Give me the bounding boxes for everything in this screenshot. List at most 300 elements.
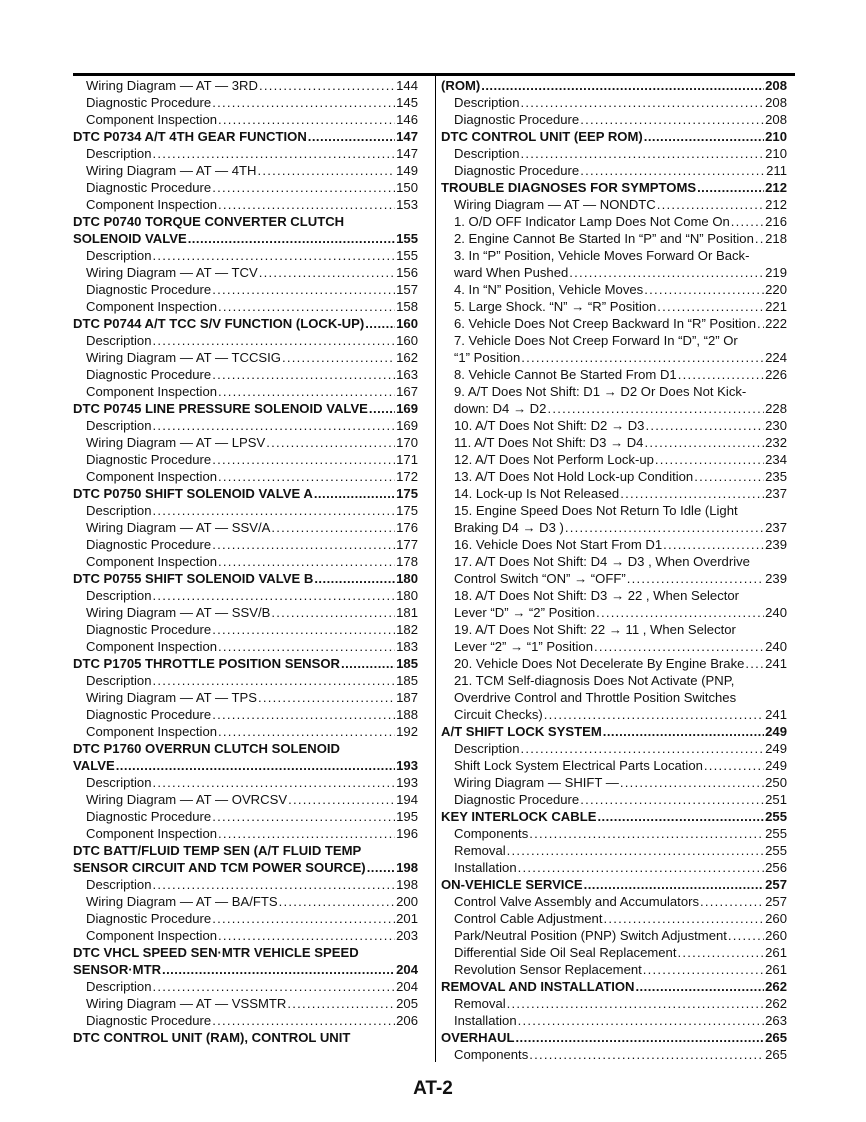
dot-leader: [644, 281, 764, 298]
toc-entry[interactable]: [73, 145, 418, 162]
toc-entry[interactable]: [73, 587, 418, 604]
toc-page-number: 203: [396, 928, 418, 943]
toc-entry[interactable]: [73, 621, 418, 638]
toc-entry-title: Control Valve Assembly and Accumulators: [454, 894, 700, 909]
toc-entry-title: Diagnostic Procedure: [86, 282, 212, 297]
toc-entry[interactable]: [441, 111, 787, 128]
toc-entry[interactable]: [441, 400, 787, 417]
toc-entry-title: Description: [86, 673, 152, 688]
dot-leader: [655, 451, 764, 468]
toc-entry[interactable]: [73, 893, 418, 910]
toc-entry-title: Diagnostic Procedure: [86, 911, 212, 926]
toc-page-number: 224: [765, 350, 787, 365]
toc-entry[interactable]: [73, 689, 418, 706]
toc-entry-title: Diagnostic Procedure: [86, 452, 212, 467]
toc-entry-title: TROUBLE DIAGNOSES FOR SYMPTOMS: [441, 180, 697, 195]
dot-leader: [603, 910, 764, 927]
toc-entry[interactable]: [441, 825, 787, 842]
dot-leader: [116, 757, 395, 774]
toc-entry-title: 17. A/T Does Not Shift: D4 → D3 , When Overdrive: [454, 554, 750, 569]
toc-entry[interactable]: [441, 638, 787, 655]
toc-entry[interactable]: [441, 213, 787, 230]
toc-page-number: 169: [396, 418, 418, 433]
toc-entry[interactable]: [73, 247, 418, 264]
toc-entry-title: Wiring Diagram — AT — TCCSIG: [86, 350, 281, 365]
toc-entry[interactable]: [73, 111, 418, 128]
toc-entry[interactable]: [441, 417, 787, 434]
toc-section-heading[interactable]: [441, 179, 787, 196]
toc-entry-title: Description: [86, 418, 152, 433]
toc-entry-title: Wiring Diagram — AT — 4TH: [86, 163, 257, 178]
toc-entry[interactable]: [73, 94, 418, 111]
toc-entry-title: 18. A/T Does Not Shift: D3 → 22 , When Selector: [454, 588, 740, 603]
toc-entry[interactable]: [73, 281, 418, 298]
toc-section-heading[interactable]: [73, 859, 418, 876]
toc-entry-title: 12. A/T Does Not Perform Lock-up: [454, 452, 654, 467]
toc-entry[interactable]: [441, 247, 787, 264]
toc-entry-title: ward When Pushed: [454, 265, 569, 280]
toc-entry-title: DTC VHCL SPEED SEN·MTR VEHICLE SPEED: [73, 945, 359, 960]
toc-entry-title: DTC P0740 TORQUE CONVERTER CLUTCH: [73, 214, 345, 229]
toc-entry-title: Wiring Diagram — AT — SSV/B: [86, 605, 271, 620]
dot-leader: [212, 179, 395, 196]
toc-entry[interactable]: [441, 689, 787, 706]
toc-entry[interactable]: [441, 145, 787, 162]
toc-page-number: 222: [765, 316, 787, 331]
toc-section-heading[interactable]: [441, 876, 787, 893]
toc-entry-title: Lever “D” → “2” Position: [454, 605, 596, 620]
toc-entry[interactable]: [441, 859, 787, 876]
toc-section-heading[interactable]: [73, 400, 418, 417]
toc-entry-title: Description: [86, 333, 152, 348]
dot-leader: [212, 281, 395, 298]
dot-leader: [218, 553, 395, 570]
toc-entry[interactable]: [441, 196, 787, 213]
toc-page-number: 257: [765, 877, 787, 892]
toc-entry-title: Diagnostic Procedure: [86, 95, 212, 110]
toc-entry[interactable]: [441, 621, 787, 638]
dot-leader: [645, 417, 764, 434]
toc-entry[interactable]: [73, 468, 418, 485]
toc-page-number: 146: [396, 112, 418, 127]
dot-leader: [258, 689, 395, 706]
toc-entry[interactable]: [441, 774, 787, 791]
toc-entry-title: down: D4 → D2: [454, 401, 547, 416]
toc-page-number: 196: [396, 826, 418, 841]
toc-entry[interactable]: [73, 927, 418, 944]
toc-section-heading[interactable]: [73, 961, 418, 978]
dot-leader: [521, 740, 765, 757]
dot-leader: [218, 111, 395, 128]
toc-entry-title: Description: [86, 503, 152, 518]
dot-leader: [271, 519, 395, 536]
dot-leader: [657, 196, 764, 213]
toc-section-heading[interactable]: [73, 315, 418, 332]
dot-leader: [677, 944, 764, 961]
toc-page-number: 210: [765, 129, 787, 144]
toc-entry-title: Control Switch “ON” → “OFF”: [454, 571, 626, 586]
toc-entry-title: 4. In “N” Position, Vehicle Moves: [454, 282, 644, 297]
dot-leader: [162, 961, 395, 978]
dot-leader: [259, 264, 395, 281]
dot-leader: [153, 247, 396, 264]
toc-entry[interactable]: [73, 825, 418, 842]
toc-page-number: 198: [396, 877, 418, 892]
toc-section-heading[interactable]: [73, 1029, 418, 1046]
dot-leader: [521, 349, 764, 366]
toc-entry[interactable]: [73, 434, 418, 451]
toc-entry[interactable]: [441, 1012, 787, 1029]
toc-entry-title: Differential Side Oil Seal Replacement: [454, 945, 677, 960]
toc-page-number: 241: [765, 656, 787, 671]
toc-entry[interactable]: [441, 553, 787, 570]
dot-leader: [547, 400, 764, 417]
dot-leader: [521, 145, 765, 162]
toc-page-number: 156: [396, 265, 418, 280]
toc-entry-title: 13. A/T Does Not Hold Lock-up Condition: [454, 469, 694, 484]
toc-entry[interactable]: [73, 349, 418, 366]
toc-entry-title: VALVE: [73, 758, 115, 773]
toc-section-heading[interactable]: [441, 1029, 787, 1046]
toc-entry-title: Diagnostic Procedure: [86, 367, 212, 382]
toc-entry[interactable]: [441, 230, 787, 247]
toc-entry[interactable]: [441, 383, 787, 400]
page-footer-label: AT-2: [413, 1078, 453, 1099]
toc-page-number: 185: [396, 673, 418, 688]
dot-leader: [212, 536, 395, 553]
dot-leader: [212, 1012, 395, 1029]
toc-entry-title: REMOVAL AND INSTALLATION: [441, 979, 635, 994]
toc-entry-title: Removal: [454, 843, 506, 858]
toc-entry-title: Wiring Diagram — AT — OVRCSV: [86, 792, 288, 807]
toc-entry[interactable]: [441, 791, 787, 808]
toc-entry-title: 3. In “P” Position, Vehicle Moves Forward Or Back-: [454, 248, 750, 263]
toc-entry[interactable]: [441, 961, 787, 978]
toc-page-number: 204: [396, 979, 418, 994]
toc-entry[interactable]: [73, 298, 418, 315]
toc-page-number: 262: [765, 979, 787, 994]
dot-leader: [369, 400, 395, 417]
toc-entry[interactable]: [441, 451, 787, 468]
toc-page-number: 181: [396, 605, 418, 620]
dot-leader: [308, 128, 395, 145]
toc-entry[interactable]: [441, 366, 787, 383]
toc-entry[interactable]: [441, 944, 787, 961]
toc-page-number: 208: [765, 78, 787, 93]
toc-entry-title: 5. Large Shock. “N” → “R” Position: [454, 299, 657, 314]
toc-page-number: 249: [765, 758, 787, 773]
toc-entry[interactable]: [73, 978, 418, 995]
toc-entry-title: Diagnostic Procedure: [454, 792, 580, 807]
toc-page-number: 249: [765, 724, 787, 739]
toc-page-number: 256: [765, 860, 787, 875]
toc-page-number: 239: [765, 537, 787, 552]
toc-page-number: 172: [396, 469, 418, 484]
toc-entry[interactable]: [73, 791, 418, 808]
toc-section-heading[interactable]: [73, 230, 418, 247]
toc-entry[interactable]: [73, 332, 418, 349]
toc-entry-title: 21. TCM Self-diagnosis Does Not Activate (PNP,: [454, 673, 735, 688]
dot-leader: [218, 196, 395, 213]
toc-page-number: 218: [765, 231, 787, 246]
toc-entry-title: ON-VEHICLE SERVICE: [441, 877, 583, 892]
toc-section-heading[interactable]: [441, 128, 787, 145]
dot-leader: [212, 621, 395, 638]
dot-leader: [314, 485, 395, 502]
toc-entry-title: DTC P1760 OVERRUN CLUTCH SOLENOID: [73, 741, 341, 756]
toc-entry[interactable]: [73, 383, 418, 400]
toc-section-heading[interactable]: [73, 128, 418, 145]
toc-page-number: 211: [766, 163, 787, 178]
toc-page-number: 182: [396, 622, 418, 637]
toc-entry-title: 10. A/T Does Not Shift: D2 → D3: [454, 418, 645, 433]
toc-section-heading[interactable]: [73, 485, 418, 502]
toc-entry[interactable]: [73, 774, 418, 791]
dot-leader: [314, 570, 395, 587]
toc-entry[interactable]: [441, 570, 787, 587]
toc-page-number: 175: [396, 503, 418, 518]
toc-entry[interactable]: [441, 298, 787, 315]
toc-page-number: 200: [396, 894, 418, 909]
toc-entry[interactable]: [441, 332, 787, 349]
toc-page-number: 235: [765, 469, 787, 484]
dot-leader: [644, 128, 764, 145]
toc-entry[interactable]: [73, 162, 418, 179]
dot-leader: [341, 655, 395, 672]
toc-page-number: 149: [396, 163, 418, 178]
dot-leader: [266, 434, 395, 451]
toc-page-number: 250: [765, 775, 787, 790]
toc-section-heading[interactable]: [441, 808, 787, 825]
header-rule: [73, 73, 795, 76]
toc-entry[interactable]: [441, 468, 787, 485]
toc-right-column: [441, 77, 787, 1063]
toc-entry-title: Park/Neutral Position (PNP) Switch Adjustment: [454, 928, 727, 943]
dot-leader: [258, 162, 396, 179]
toc-entry[interactable]: [73, 723, 418, 740]
toc-page-number: 226: [765, 367, 787, 382]
toc-page-number: 198: [396, 860, 418, 875]
toc-entry[interactable]: [73, 876, 418, 893]
toc-entry[interactable]: [73, 910, 418, 927]
dot-leader: [153, 417, 396, 434]
toc-page-number: 210: [765, 146, 787, 161]
toc-entry-title: Description: [86, 588, 152, 603]
toc-entry[interactable]: [73, 366, 418, 383]
toc-entry[interactable]: [73, 196, 418, 213]
toc-entry[interactable]: [441, 672, 787, 689]
toc-entry[interactable]: [441, 519, 787, 536]
toc-entry[interactable]: [441, 655, 787, 672]
toc-entry[interactable]: [441, 604, 787, 621]
toc-page-number: 193: [396, 758, 418, 773]
toc-entry-title: DTC P0745 LINE PRESSURE SOLENOID VALVE: [73, 401, 368, 416]
dot-leader: [287, 995, 395, 1012]
toc-page-number: 251: [765, 792, 787, 807]
dot-leader: [218, 927, 395, 944]
toc-entry-title: DTC BATT/FLUID TEMP SEN (A/T FLUID TEMP: [73, 843, 362, 858]
dot-leader: [644, 434, 764, 451]
toc-entry[interactable]: [441, 995, 787, 1012]
toc-page-number: 263: [765, 1013, 787, 1028]
toc-entry[interactable]: [73, 1012, 418, 1029]
toc-entry-title: Wiring Diagram — AT — BA/FTS: [86, 894, 278, 909]
toc-entry[interactable]: [73, 706, 418, 723]
dot-leader: [271, 604, 395, 621]
toc-page-number: 219: [765, 265, 787, 280]
toc-section-heading[interactable]: [73, 655, 418, 672]
toc-entry-title: DTC CONTROL UNIT (EEP ROM): [441, 129, 643, 144]
toc-entry[interactable]: [73, 417, 418, 434]
toc-entry[interactable]: [441, 485, 787, 502]
toc-entry-title: Wiring Diagram — AT — SSV/A: [86, 520, 271, 535]
toc-entry-title: Wiring Diagram — AT — NONDTC: [454, 197, 656, 212]
dot-leader: [580, 162, 765, 179]
toc-section-heading[interactable]: [73, 213, 418, 230]
toc-page-number: 145: [396, 95, 418, 110]
toc-entry[interactable]: [441, 842, 787, 859]
toc-page-number: 257: [765, 894, 787, 909]
toc-entry-title: 6. Vehicle Does Not Creep Backward In “R” Position: [454, 316, 757, 331]
dot-leader: [153, 145, 396, 162]
dot-leader: [603, 723, 764, 740]
toc-section-heading[interactable]: [73, 570, 418, 587]
toc-entry[interactable]: [441, 536, 787, 553]
toc-entry[interactable]: [441, 264, 787, 281]
toc-section-heading[interactable]: [73, 740, 418, 757]
dot-leader: [507, 995, 764, 1012]
toc-entry-title: Component Inspection: [86, 928, 218, 943]
dot-leader: [481, 77, 764, 94]
toc-entry-title: OVERHAUL: [441, 1030, 515, 1045]
dot-leader: [584, 876, 765, 893]
toc-page-number: 175: [396, 486, 418, 501]
dot-leader: [643, 961, 764, 978]
toc-entry-title: Description: [454, 741, 520, 756]
toc-page-number: 255: [765, 843, 787, 858]
toc-entry[interactable]: [441, 434, 787, 451]
toc-entry[interactable]: [73, 672, 418, 689]
toc-entry[interactable]: [441, 757, 787, 774]
toc-page-number: 255: [765, 809, 787, 824]
toc-entry-title: SOLENOID VALVE: [73, 231, 187, 246]
toc-entry-title: Revolution Sensor Replacement: [454, 962, 642, 977]
toc-entry[interactable]: [441, 587, 787, 604]
toc-entry-title: Wiring Diagram — AT — TCV: [86, 265, 258, 280]
dot-leader: [755, 230, 764, 247]
toc-page-number: 169: [396, 401, 418, 416]
dot-leader: [218, 383, 395, 400]
toc-entry[interactable]: [441, 706, 787, 723]
toc-entry[interactable]: [73, 995, 418, 1012]
toc-entry[interactable]: [73, 808, 418, 825]
dot-leader: [620, 774, 764, 791]
toc-entry[interactable]: [441, 315, 787, 332]
dot-leader: [620, 485, 764, 502]
toc-entry-title: Wiring Diagram — AT — 3RD: [86, 78, 258, 93]
toc-page-number: 187: [396, 690, 418, 705]
toc-entry-title: DTC P0744 A/T TCC S/V FUNCTION (LOCK-UP): [73, 316, 365, 331]
toc-page-number: 147: [396, 146, 418, 161]
toc-section-heading[interactable]: [73, 757, 418, 774]
toc-page-number: 206: [396, 1013, 418, 1028]
toc-page-number: 249: [765, 741, 787, 756]
toc-entry-title: Installation: [454, 860, 517, 875]
toc-section-heading[interactable]: [441, 978, 787, 995]
toc-entry-title: DTC P1705 THROTTLE POSITION SENSOR: [73, 656, 341, 671]
dot-leader: [153, 978, 396, 995]
toc-entry-title: Component Inspection: [86, 724, 218, 739]
toc-page-number: 205: [396, 996, 418, 1011]
toc-entry[interactable]: [73, 451, 418, 468]
dot-leader: [521, 94, 765, 111]
toc-entry[interactable]: [441, 910, 787, 927]
toc-entry-title: 16. Vehicle Does Not Start From D1: [454, 537, 663, 552]
dot-leader: [259, 77, 395, 94]
toc-entry-title: Diagnostic Procedure: [86, 537, 212, 552]
toc-page-number: 155: [396, 248, 418, 263]
dot-leader: [153, 876, 396, 893]
toc-page-number: 194: [396, 792, 418, 807]
toc-page-number: 239: [765, 571, 787, 586]
toc-entry-title: Control Cable Adjustment: [454, 911, 603, 926]
toc-entry-title: Description: [454, 95, 520, 110]
toc-entry[interactable]: [441, 740, 787, 757]
toc-page-number: 204: [396, 962, 418, 977]
dot-leader: [544, 706, 764, 723]
toc-entry[interactable]: [73, 502, 418, 519]
toc-entry[interactable]: [441, 162, 787, 179]
toc-entry-title: 2. Engine Cannot Be Started In “P” and “N” Position: [454, 231, 754, 246]
toc-section-heading[interactable]: [73, 842, 418, 859]
toc-entry[interactable]: [441, 281, 787, 298]
toc-entry-title: (ROM): [441, 78, 481, 93]
toc-entry[interactable]: [441, 349, 787, 366]
toc-section-heading[interactable]: [441, 723, 787, 740]
toc-entry[interactable]: [73, 553, 418, 570]
toc-page-number: 144: [396, 78, 418, 93]
toc-entry[interactable]: [73, 519, 418, 536]
toc-entry-title: Components: [454, 826, 529, 841]
toc-entry-title: Diagnostic Procedure: [454, 163, 580, 178]
dot-leader: [678, 366, 764, 383]
toc-page-number: 220: [765, 282, 787, 297]
toc-entry[interactable]: [441, 893, 787, 910]
toc-entry[interactable]: [73, 536, 418, 553]
toc-entry[interactable]: [73, 604, 418, 621]
toc-page-number: 255: [765, 826, 787, 841]
toc-entry[interactable]: [73, 77, 418, 94]
toc-entry[interactable]: [73, 264, 418, 281]
dot-leader: [212, 366, 395, 383]
toc-entry-title: SENSOR CIRCUIT AND TCM POWER SOURCE): [73, 860, 366, 875]
dot-leader: [728, 927, 764, 944]
toc-page-number: 241: [765, 707, 787, 722]
toc-entry[interactable]: [73, 179, 418, 196]
toc-page-number: 147: [396, 129, 418, 144]
toc-section-heading[interactable]: [73, 944, 418, 961]
toc-page-number: 177: [396, 537, 418, 552]
toc-entry[interactable]: [441, 94, 787, 111]
toc-entry[interactable]: [73, 638, 418, 655]
toc-entry[interactable]: [441, 502, 787, 519]
toc-section-heading[interactable]: [441, 77, 787, 94]
toc-page-number: 180: [396, 588, 418, 603]
toc-entry-title: Shift Lock System Electrical Parts Location: [454, 758, 703, 773]
toc-entry[interactable]: [441, 927, 787, 944]
dot-leader: [700, 893, 764, 910]
toc-entry[interactable]: [441, 1046, 787, 1063]
